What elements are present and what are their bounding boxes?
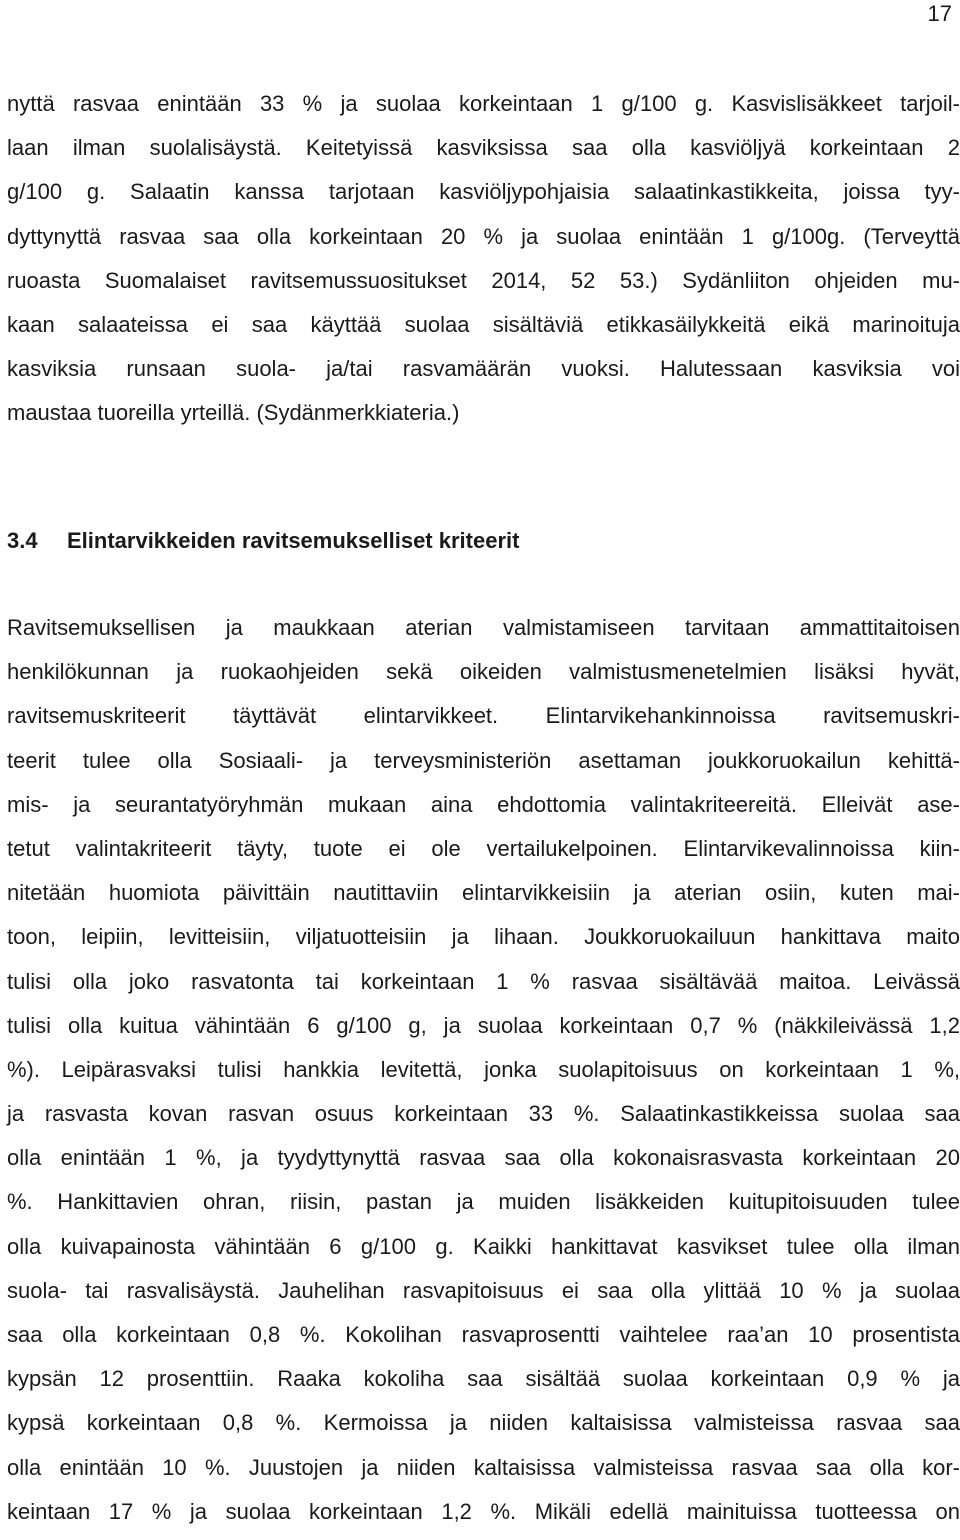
page-number: 17 [927,1,952,26]
text-line: tulisi olla joko rasvatonta tai korkeintaan 1 % rasvaa sisältävää maitoa. Leivässä [7,968,960,994]
paragraph-top [7,82,960,436]
text-line: teerit tulee olla Sosiaali- ja terveysministeriön asettaman joukkoruokailun kehittä- [7,747,960,773]
text-line: olla kuivapainosta vähintään 6 g/100 g. Kaikki hankittavat kasvikset tulee olla ilman [7,1233,960,1259]
text-line: henkilökunnan ja ruokaohjeiden sekä oikeiden valmistusmenetelmien lisäksi hyvät, [7,659,960,685]
text-line: ja rasvasta kovan rasvan osuus korkeintaan 33 %. Salaatinkastikkeissa suolaa saa [7,1101,960,1127]
section-heading [7,521,519,561]
section-title: Elintarvikkeiden ravitsemukselliset kriteerit [67,528,520,553]
text-line: ruoasta Suomalaiset ravitsemussuositukset 2014, 52 53.) Sydänliiton ohjeiden mu- [7,267,960,293]
text-line: tulisi olla kuitua vähintään 6 g/100 g, ja suolaa korkeintaan 0,7 % (näkkileivässä 1,2 [7,1012,960,1038]
text-line: %. Hankittavien ohran, riisin, pastan ja muiden lisäkkeiden kuitupitoisuuden tulee [7,1189,960,1215]
text-line: kaan salaateissa ei saa käyttää suolaa sisältäviä etikkasäilykkeitä eikä marinoituja [7,311,960,337]
text-line: nyttä rasvaa enintään 33 % ja suolaa korkeintaan 1 g/100 g. Kasvislisäkkeet tarjoil- [7,91,960,116]
text-line: dyttynyttä rasvaa saa olla korkeintaan 20 % ja suolaa enintään 1 g/100g. (Terveyttä [7,223,960,249]
text-line: %). Leipärasvaksi tulisi hankkia levitettä, jonka suolapitoisuus on korkeintaan 1 %, [7,1056,960,1082]
text-line: mis- ja seurantatyöryhmän mukaan aina ehdottomia valintakriteereitä. Elleivät ase- [7,791,960,817]
text-line: keintaan 17 % ja suolaa korkeintaan 1,2 %. Mikäli edellä mainituissa tuotteessa on [7,1498,960,1524]
text-line: Ravitsemuksellisen ja maukkaan aterian valmistamiseen tarvitaan ammattitaitoisen [7,615,960,640]
paragraph-main [7,606,960,1534]
text-line: toon, leipiin, levitteisiin, viljatuotteisiin ja lihaan. Joukkoruokailuun hankittava maito [7,924,960,950]
section-number: 3.4 [7,528,38,553]
text-line: tetut valintakriteerit täyty, tuote ei ole vertailukelpoinen. Elintarvikevalinnoissa kiin- [7,835,960,861]
text-line: kypsän 12 prosenttiin. Raaka kokoliha saa sisältää suolaa korkeintaan 0,9 % ja [7,1366,960,1392]
text-line: nitetään huomiota päivittäin nautittaviin elintarvikkeisiin ja aterian osiin, kuten mai- [7,880,960,906]
text-line: ravitsemuskriteerit täyttävät elintarvikkeet. Elintarvikehankinnoissa ravitsemuskri- [7,703,960,729]
text-line: saa olla korkeintaan 0,8 %. Kokolihan rasvaprosentti vaihtelee raa’an 10 prosentista [7,1322,960,1347]
text-line: olla enintään 1 %, ja tyydyttynyttä rasvaa saa olla kokonaisrasvasta korkeintaan 20 [7,1145,960,1171]
text-line: olla enintään 10 %. Juustojen ja niiden kaltaisissa valmisteissa rasvaa saa olla kor- [7,1454,960,1480]
text-line: g/100 g. Salaatin kanssa tarjotaan kasviöljypohjaisia salaatinkastikkeita, joissa tyy- [7,179,960,205]
text-line: maustaa tuoreilla yrteillä. (Sydänmerkkiateria.) [7,400,460,426]
text-line: kypsä korkeintaan 0,8 %. Kermoissa ja niiden kaltaisissa valmisteissa rasvaa saa [7,1410,960,1436]
text-line: suola- tai rasvalisäystä. Jauhelihan rasvapitoisuus ei saa olla ylittää 10 % ja suolaa [7,1277,960,1303]
text-line: kasviksia runsaan suola- ja/tai rasvamäärän vuoksi. Halutessaan kasviksia voi [7,356,960,382]
text-line: laan ilman suolalisäystä. Keitetyissä kasviksissa saa olla kasviöljyä korkeintaan 2 [7,135,960,161]
